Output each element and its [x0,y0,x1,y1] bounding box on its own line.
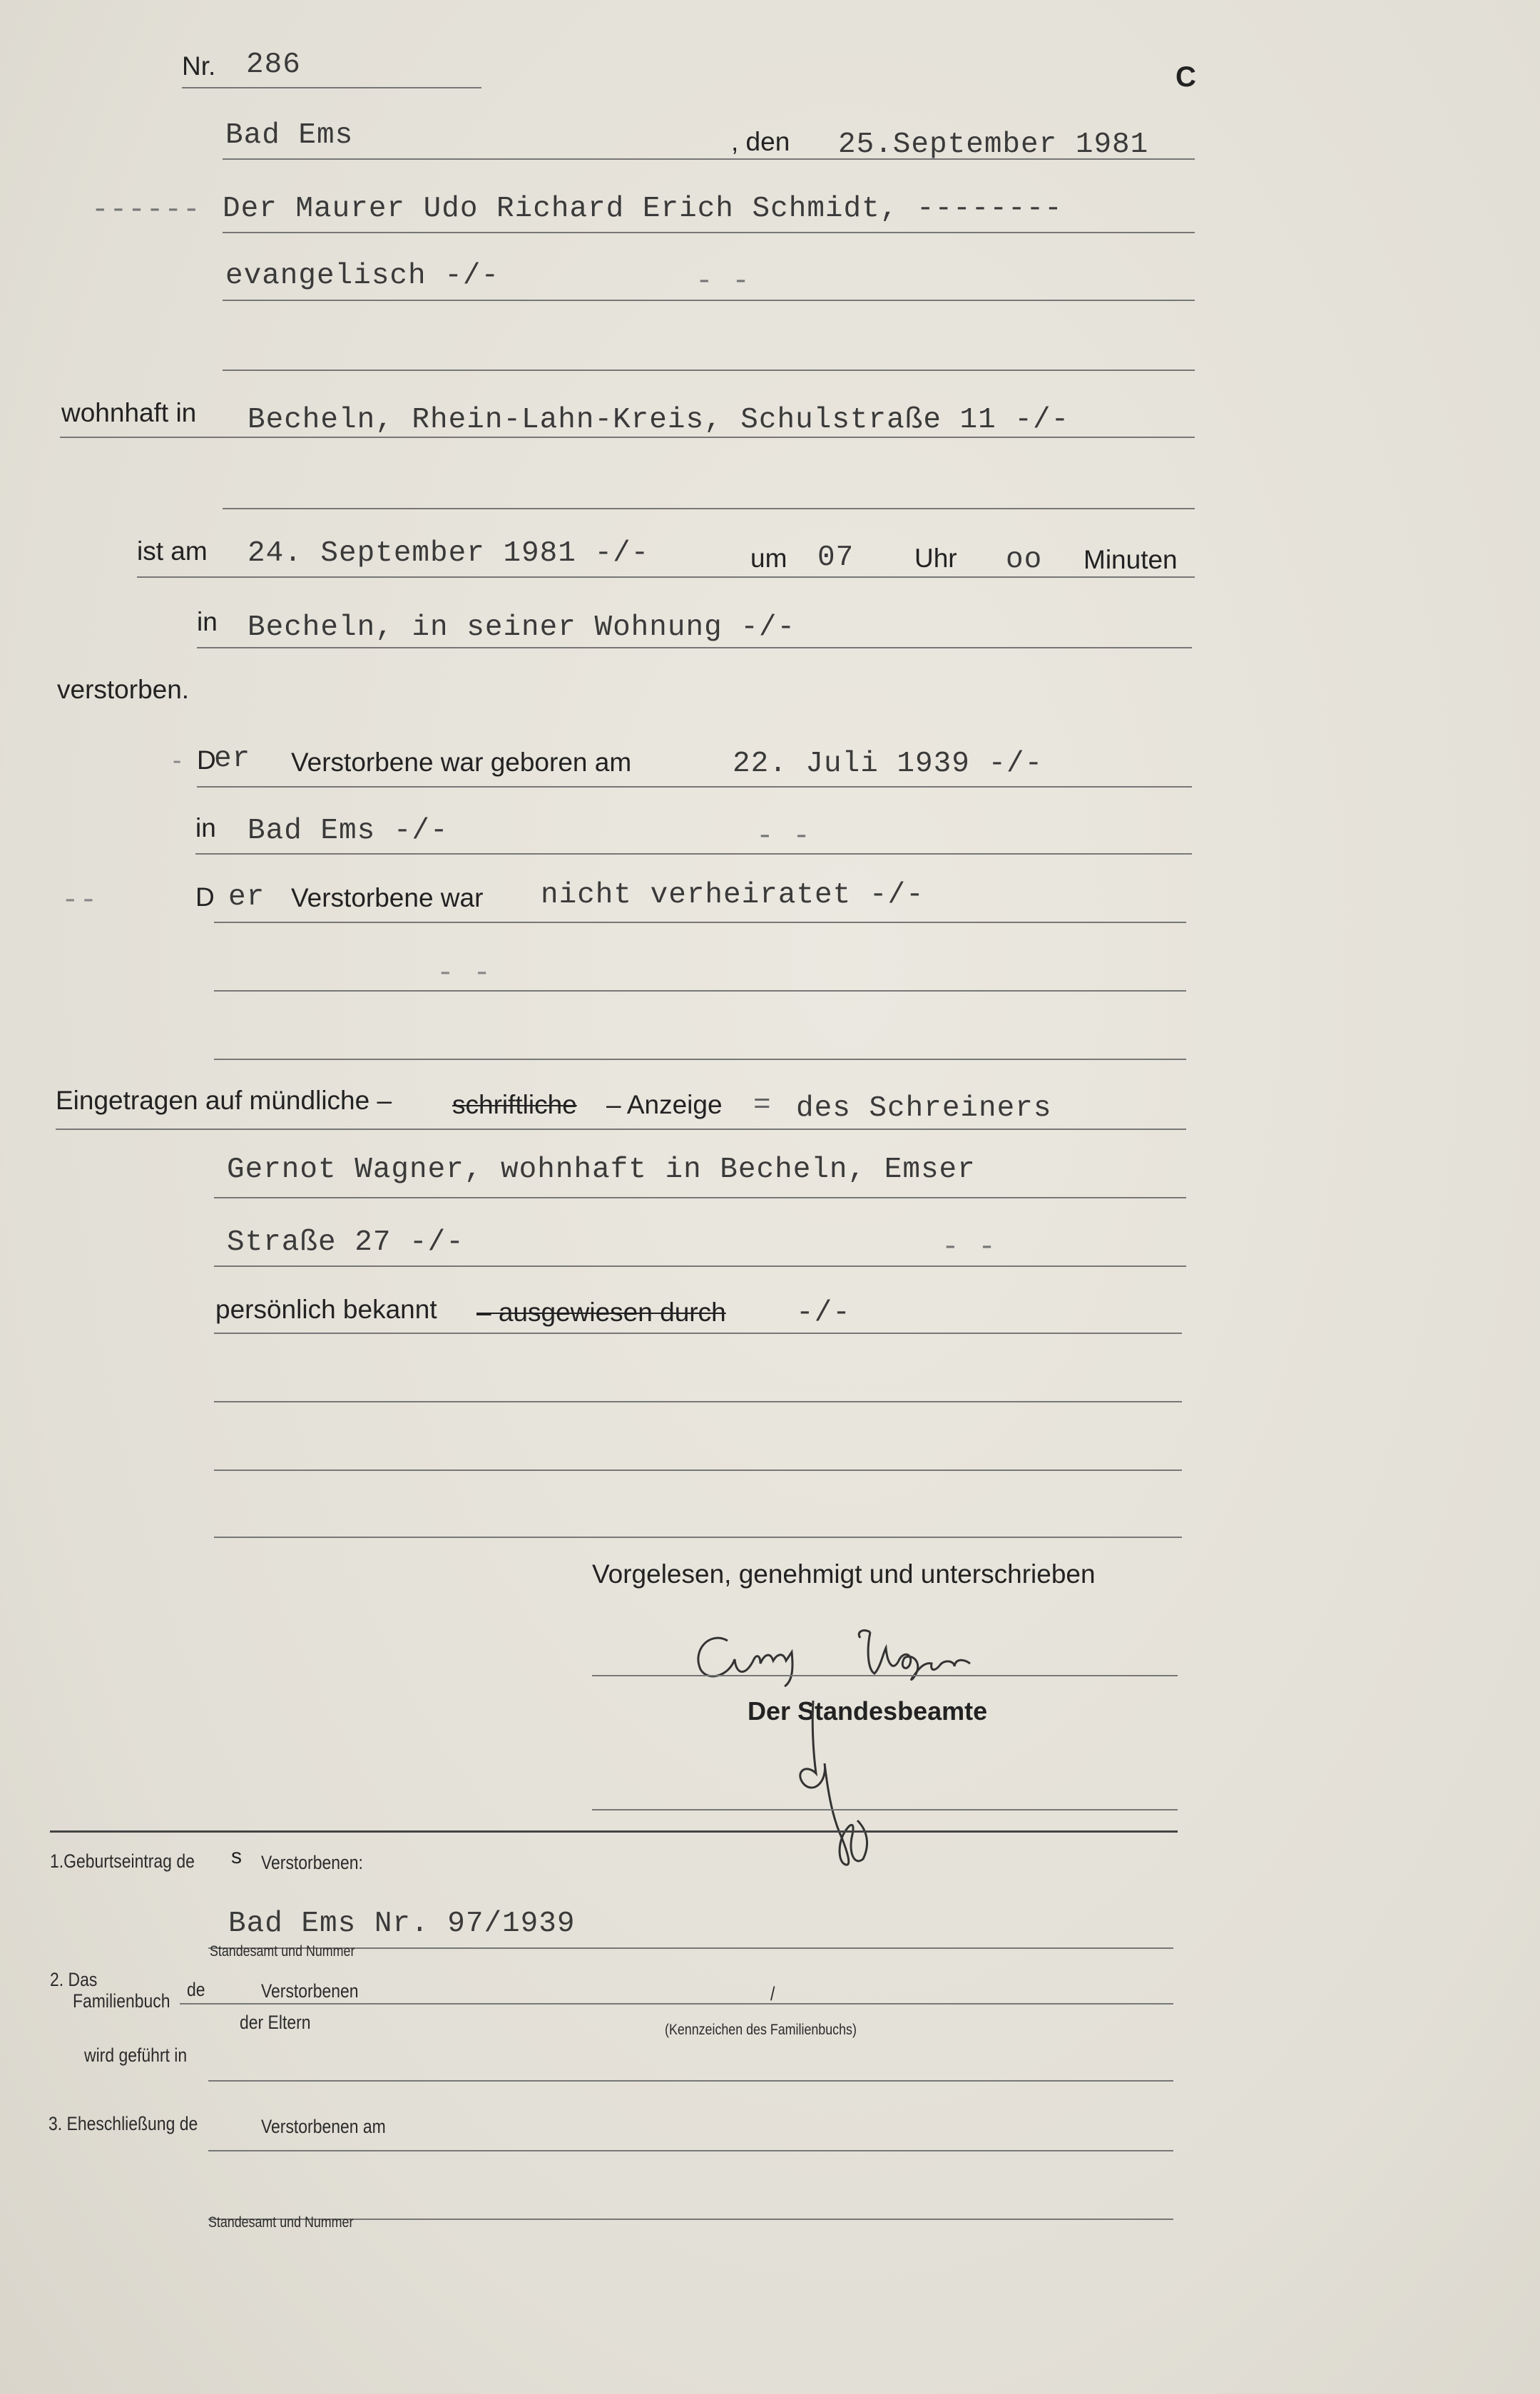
nr-value: 286 [246,49,301,81]
informant-line-3: Straße 27 -/- [227,1226,464,1259]
footer-item2-num: 2. Das [50,1969,98,1990]
death-date-rule [137,576,1195,578]
birth-prefix: D [197,745,216,775]
residence-label: wohnhaft in [61,398,197,427]
religion-value: evangelisch -/- [225,260,500,292]
death-place: Becheln, in seiner Wohnung -/- [248,611,796,644]
blank-rule-1 [223,370,1195,371]
uhr-label: Uhr [914,544,957,573]
informant-line-1: des Schreiners [796,1092,1052,1125]
footer-item3-caption: Standesamt und Nummer [208,2214,354,2231]
footer-item1-value: Bad Ems Nr. 97/1939 [228,1907,576,1940]
marital-prefix: D [195,882,215,912]
marital-blank-mark: - - [437,957,491,990]
footer-divider [50,1830,1178,1833]
name-rule [223,232,1195,233]
informant-line-2: Gernot Wagner, wohnhaft in Becheln, Emser [227,1153,976,1186]
footer-item1-label: 1.Geburtseintrag de [50,1850,195,1872]
birth-date-rule [197,786,1192,788]
death-in-label: in [197,607,218,636]
footer-item2-rule [180,2003,1173,2005]
den-label: , den [731,127,790,156]
registration-label-start: Eingetragen auf mündliche – [56,1086,392,1115]
footer-item1-suffix: Verstorbenen: [261,1852,363,1873]
um-label: um [750,544,787,573]
religion-mark: - - [695,265,750,298]
birth-er: er [214,743,251,775]
informant-signature-rule [592,1675,1178,1676]
ist-am-label: ist am [137,536,208,566]
minuten-label: Minuten [1083,545,1178,574]
birth-dash: - [173,745,182,775]
blank-rule-6 [214,1469,1182,1471]
date-value: 25.September 1981 [838,128,1149,161]
informant-signature [685,1611,1027,1689]
place-date-rule [223,158,1195,160]
death-place-rule [197,647,1192,648]
marital-rule [214,922,1186,923]
registration-rule [56,1129,1186,1130]
religion-rule [223,300,1195,301]
birth-place: Bad Ems -/- [248,815,449,847]
informant-line-3-mark: - - [942,1231,996,1264]
identification-value: -/- [796,1297,851,1330]
identification-rule [214,1333,1182,1334]
footer-item2-label: Familienbuch [73,1990,170,2012]
verstorben-label: verstorben. [57,675,190,704]
footer-item2-wird: wird geführt in [84,2044,188,2066]
identification-struck: – ausgewiesen durch [476,1298,726,1327]
official-title: Der Standesbeamte [748,1696,988,1726]
registration-mark: = [753,1089,772,1122]
footer-item2-de: de [187,1979,205,2000]
footer-item2-wird-rule [208,2080,1173,2082]
blank-rule-7 [214,1537,1182,1538]
birth-date: 22. Juli 1939 -/- [733,748,1044,780]
marital-dashes-left: -- [61,885,98,917]
registration-label-mid: – Anzeige [606,1090,723,1119]
read-approved-text: Vorgelesen, genehmigt und unterschrieben [592,1559,1096,1589]
footer-item3-suffix: Verstorbenen am [261,2116,386,2137]
blank-rule-3 [214,990,1186,992]
footer-item3-rule [208,2150,1173,2151]
footer-item2-slash: / [770,1983,775,2005]
birth-in-label: in [195,813,216,842]
footer-item1-caption: Standesamt und Nummer [210,1943,355,1960]
nr-rule [182,87,481,88]
marital-value: nicht verheiratet -/- [541,879,924,912]
death-date: 24. September 1981 -/- [248,537,650,570]
form-letter: C [1176,61,1196,93]
blank-rule-5 [214,1401,1182,1402]
marital-er: er [228,881,265,914]
informant-rule-3 [214,1265,1186,1267]
blank-rule-4 [214,1059,1186,1060]
name-dashes-left: ------ [91,194,201,227]
footer-item2-option-deceased: Verstorbenen [261,1980,359,2002]
official-signature-rule [592,1809,1178,1810]
place-value: Bad Ems [225,119,354,152]
marital-label: Verstorbene war [291,883,484,912]
footer-item2-caption: (Kennzeichen des Familienbuchs) [665,2022,857,2038]
residence-rule [60,437,1195,438]
death-hour: 07 [817,541,855,574]
identification-label: persönlich bekannt [215,1295,437,1324]
name-line: Der Maurer Udo Richard Erich Schmidt, -------- [223,193,1063,225]
footer-item1-s: s [231,1845,242,1868]
birth-place-rule [195,853,1192,855]
official-signature [763,1695,892,1873]
residence-value: Becheln, Rhein-Lahn-Kreis, Schulstraße 11 -/- [248,404,1070,437]
birth-place-mark: - - [756,820,811,853]
blank-rule-2 [223,508,1195,509]
footer-item2-option-parents: der Eltern [240,2012,311,2033]
birth-label: Verstorbene war geboren am [291,748,632,777]
death-minutes: oo [1006,544,1043,576]
registration-struck-word: schriftliche [452,1090,577,1119]
informant-rule-2 [214,1197,1186,1198]
nr-label: Nr. [182,51,216,81]
footer-item3-label: 3. Eheschließung de [49,2113,198,2134]
